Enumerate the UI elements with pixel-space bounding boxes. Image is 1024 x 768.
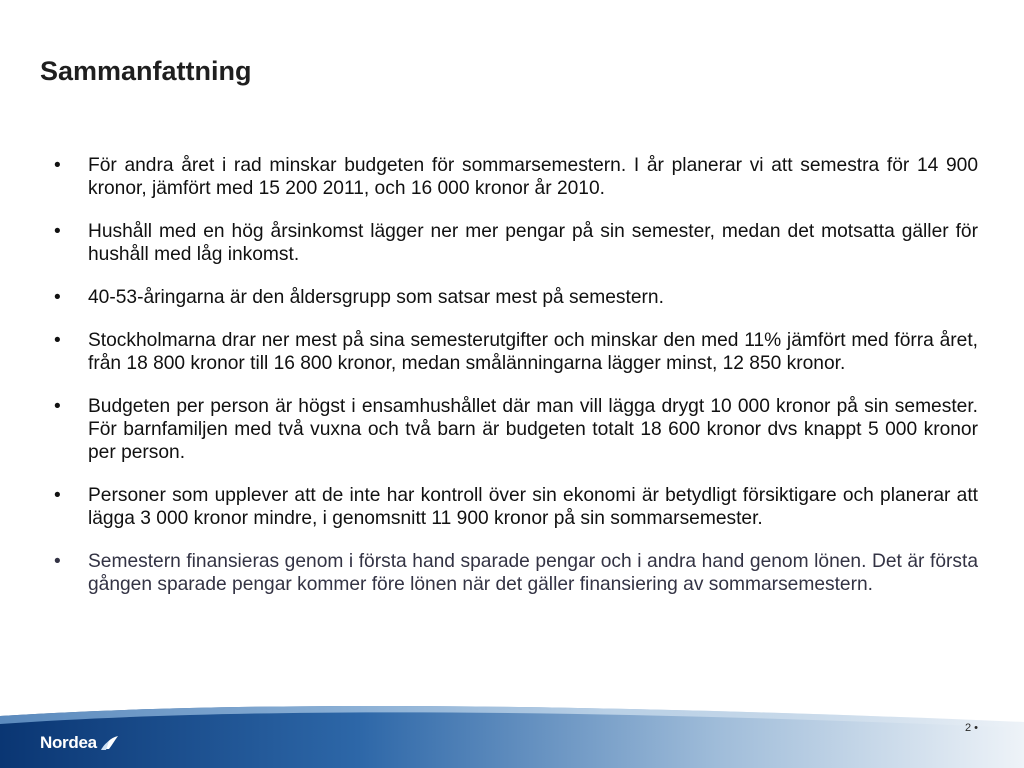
bullet-marker: • [54, 485, 61, 506]
bullet-item [54, 329, 978, 375]
page-number: 2 • [964, 722, 978, 734]
bullet-item [54, 550, 978, 596]
bullet-text: Semestern finansieras genom i första hand sparade pengar och i andra hand genom lönen. Det är första gången sparade pengar kommer före lönen när det gäller finansiering av sommarsemestern. [88, 551, 978, 595]
sail-icon [100, 735, 120, 751]
bullet-marker: • [54, 551, 61, 572]
bullet-marker: • [54, 396, 61, 417]
bullet-marker: • [54, 221, 61, 242]
bullet-marker: • [54, 155, 61, 176]
bullet-item [54, 395, 978, 464]
nordea-logo [40, 733, 120, 753]
slide-title: Sammanfattning [40, 56, 252, 86]
bullet-list [54, 154, 978, 616]
bullet-item [54, 286, 978, 309]
bullet-marker: • [54, 330, 61, 351]
bullet-text: Hushåll med en hög årsinkomst lägger ner mer pengar på sin semester, medan det motsatta gäller för hushåll med låg inkomst. [88, 221, 978, 265]
bullet-item [54, 154, 978, 200]
bullet-text: Budgeten per person är högst i ensamhushållet där man vill lägga drygt 10 000 kronor på sin semester. För barnfamiljen med två vuxna och två barn är budgeten totalt 18 600 kronor dvs knappt 5 000 kronor per person. [88, 396, 978, 463]
bullet-text: För andra året i rad minskar budgeten för sommarsemestern. I år planerar vi att semestra för 14 900 kronor, jämfört med 15 200 2011, och 16 000 kronor år 2010. [88, 155, 978, 199]
bullet-marker: • [54, 287, 61, 308]
bullet-item [54, 220, 978, 266]
bullet-item [54, 484, 978, 530]
bullet-text: Stockholmarna drar ner mest på sina semesterutgifter och minskar den med 11% jämfört med förra året, från 18 800 kronor till 16 800 kronor, medan smålänningarna lägger minst, 12 850 kronor. [88, 330, 978, 374]
bullet-text: Personer som upplever att de inte har kontroll över sin ekonomi är betydligt försiktigare och planerar att lägga 3 000 kronor mindre, i genomsnitt 11 900 kronor på sin sommarsemester. [88, 485, 978, 529]
logo-text: Nordea [40, 733, 97, 752]
footer-band [0, 698, 1024, 768]
bullet-text: 40-53-åringarna är den åldersgrupp som satsar mest på semestern. [88, 287, 664, 308]
